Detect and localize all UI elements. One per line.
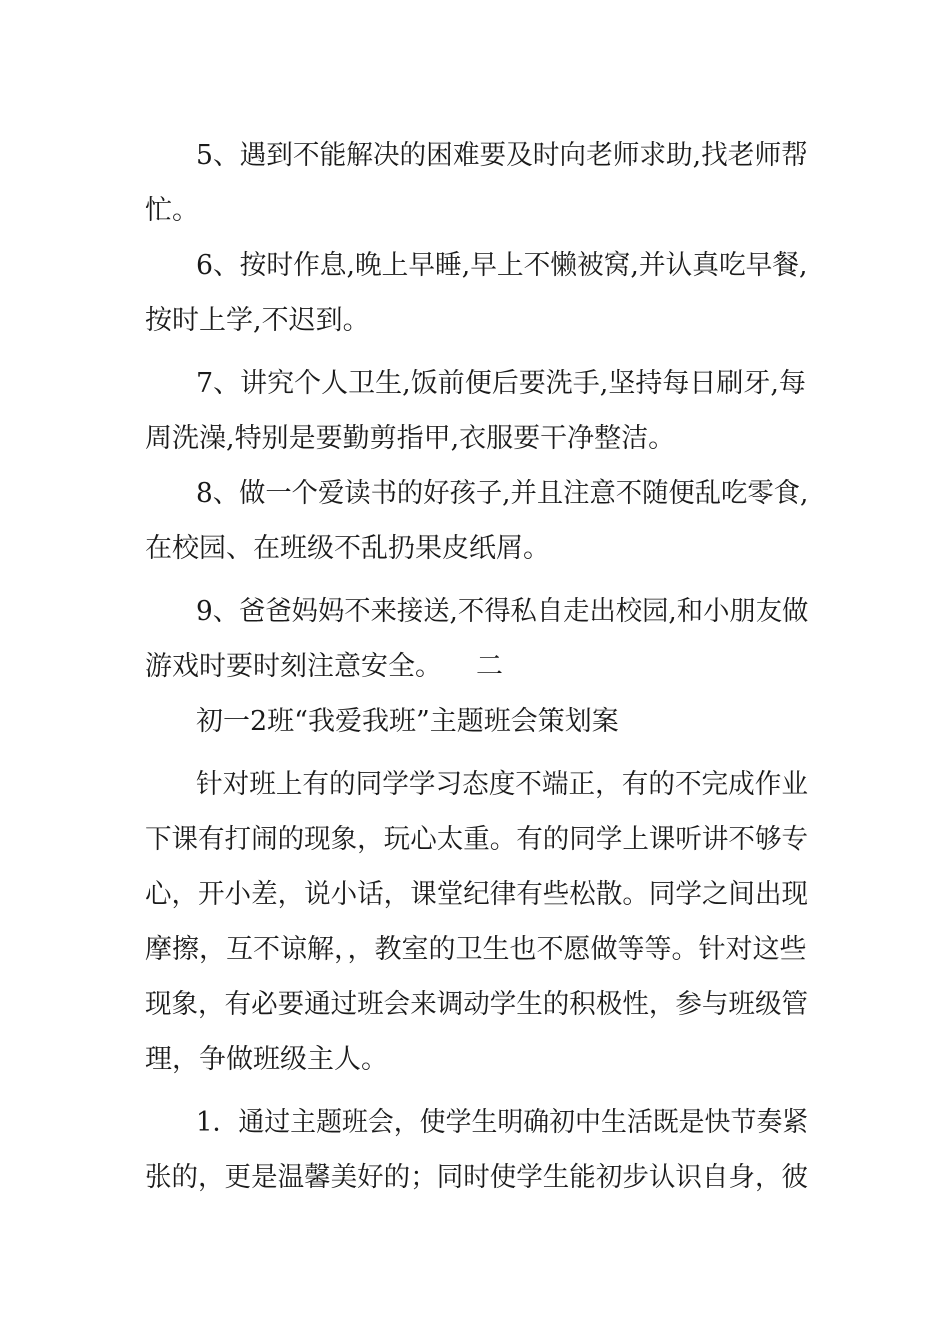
text-line: 理，争做班级主人。 [145, 1044, 388, 1075]
text-line: 周洗澡,特别是要勤剪指甲,衣服要干净整洁。 [145, 423, 676, 454]
text-line: 按时上学,不迟到。 [145, 305, 370, 336]
text-line: 摩擦，互不谅解，，教室的卫生也不愿做等等。针对这些 [145, 934, 807, 965]
text-line: 下课有打闹的现象，玩心太重。有的同学上课听讲不够专 [145, 824, 808, 855]
text-line: 心，开小差，说小话，课堂纪律有些松散。同学之间出现 [145, 879, 808, 910]
text-line: 张的，更是温馨美好的；同时使学生能初步认识自身，彼 [145, 1162, 808, 1193]
section-number: 二 [476, 651, 503, 682]
text-line: 1．通过主题班会，使学生明确初中生活既是快节奏紧 [196, 1107, 809, 1138]
text-line: 现象，有必要通过班会来调动学生的积极性，参与班级管 [145, 989, 808, 1020]
text-line: 7、讲究个人卫生,饭前便后要洗手,坚持每日刷牙,每 [196, 368, 806, 399]
text-line: 在校园、在班级不乱扔果皮纸屑。 [145, 533, 550, 564]
text-line: 5、遇到不能解决的困难要及时向老师求助,找老师帮 [196, 140, 808, 171]
text-line: 针对班上有的同学学习态度不端正，有的不完成作业 [196, 769, 808, 800]
text-line: 6、按时作息,晚上早睡,早上不懒被窝,并认真吃早餐, [196, 250, 808, 281]
text-line: 8、做一个爱读书的好孩子,并且注意不随便乱吃零食, [196, 478, 809, 509]
text-line: 游戏时要时刻注意安全。 [145, 651, 442, 682]
text-line: 9、爸爸妈妈不来接送,不得私自走出校园,和小朋友做 [196, 596, 809, 627]
section-title: 初一2班“我爱我班”主题班会策划案 [196, 706, 619, 737]
text-line: 忙。 [145, 195, 199, 226]
